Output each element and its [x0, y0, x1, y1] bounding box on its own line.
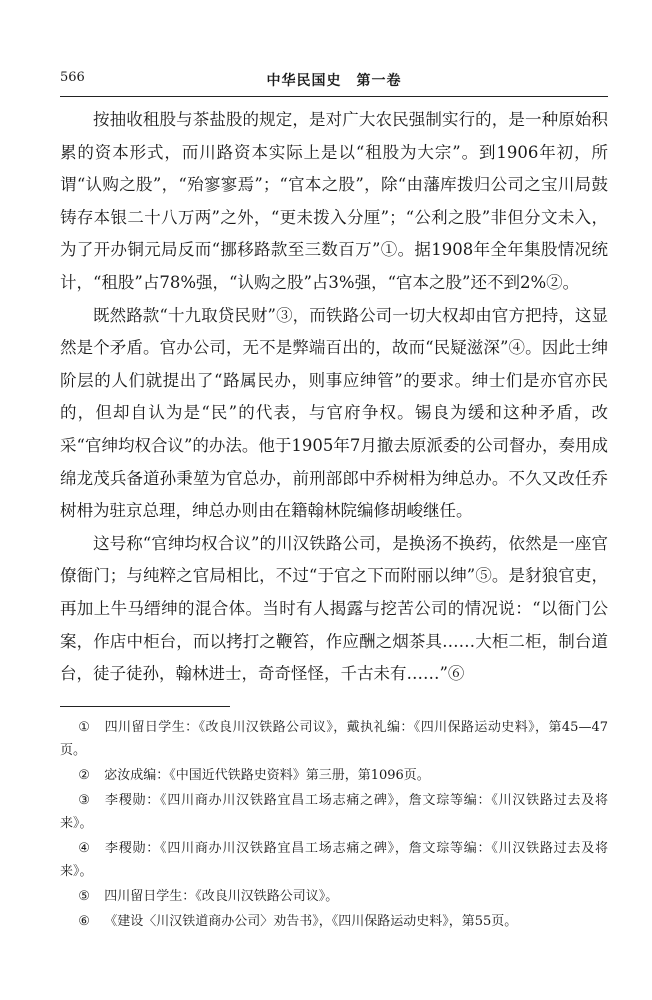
footnote-1 [60, 716, 608, 762]
page-header [60, 70, 608, 92]
running-title: 中华民国史 第一卷 [266, 73, 402, 89]
footnote-3 [60, 789, 608, 835]
footnote-mark: ① [78, 720, 90, 735]
footnote-mark: ⑤ [78, 889, 90, 904]
footnote-6 [60, 910, 608, 933]
footnote-mark: ⑥ [78, 914, 90, 929]
footnote-text: 《建设〈川汉铁道商办公司〉劝告书》，《四川保路运动史料》，第55页。 [104, 914, 518, 929]
paragraph-2: 既然路款“十九取贷民财”③，而铁路公司一切大权却由官方把持，这显然是个矛盾。官办公司，无不是弊端百出的，故而“民疑滋深”④。因此士绅阶层的人们就提出了“路属民办，则事应绅管”的要求。绅士们是亦官亦民的，但却自认为是“民”的代表，与官府争权。锡良为缓和这种矛盾，改采“官绅均权合议”的办法。他于1905年7月撤去原派委的公司督办，奏用成绵龙茂兵备道孙秉堃为官总办，前刑部郎中乔树枏为绅总办。不久又改任乔树枏为驻京总理，绅总办则由在籍翰林院编修胡峻继任。 [60, 305, 608, 521]
paragraph-3: 这号称“官绅均权合议”的川汉铁路公司，是换汤不换药，依然是一座官僚衙门；与纯粹之官局相比，不过“于官之下而附丽以绅”⑤。是豺狼官吏，再加上牛马缙绅的混合体。当时有人揭露与挖苦公司的情况说：“以衙门公案，作店中柜台，而以拷打之鞭笞，作应酬之烟茶具……大柜二柜，制台道台，徒子徒孙，翰林进士，奇奇怪怪，千古未有……”⑥ [60, 533, 608, 684]
footnote-5 [60, 885, 608, 908]
footnote-2 [60, 764, 608, 787]
footnotes [60, 716, 608, 935]
footnote-mark: ④ [78, 841, 90, 856]
footnote-rule [60, 706, 230, 707]
header-rule [60, 96, 608, 97]
footnote-text: 李稷勋：《四川商办川汉铁路宜昌工场志痛之碑》，詹文琮等编：《川汉铁路过去及将来》。 [60, 841, 608, 879]
footnote-text: 宓汝成编：《中国近代铁路史资料》第三册，第1096页。 [104, 768, 430, 783]
footnote-4 [60, 837, 608, 883]
footnote-text: 四川留日学生：《改良川汉铁路公司议》。 [104, 889, 339, 904]
footnote-text: 李稷勋：《四川商办川汉铁路宜昌工场志痛之碑》，詹文琮等编：《川汉铁路过去及将来》。 [60, 793, 608, 831]
paragraph-1: 按抽收租股与茶盐股的规定，是对广大农民强制实行的，是一种原始积累的资本形式，而川路资本实际上是以“租股为大宗”。到1906年初，所谓“认购之股”，“殆寥寥焉”；“官本之股”，除“由藩库拨归公司之宝川局鼓铸存本银二十八万两”之外，“更未拨入分厘”；“公利之股”非但分文未入，为了开办铜元局反而“挪移路款至三数百万”①。据1908年全年集股情况统计，“租股”占78%强，“认购之股”占3%强，“官本之股”还不到2%②。 [60, 110, 608, 292]
page-number: 566 [60, 70, 85, 85]
footnote-text: 四川留日学生：《改良川汉铁路公司议》，戴执礼编：《四川保路运动史料》，第45—47页。 [60, 720, 608, 758]
footnote-mark: ② [78, 768, 90, 783]
body-text [60, 104, 608, 691]
footnote-mark: ③ [78, 793, 90, 808]
